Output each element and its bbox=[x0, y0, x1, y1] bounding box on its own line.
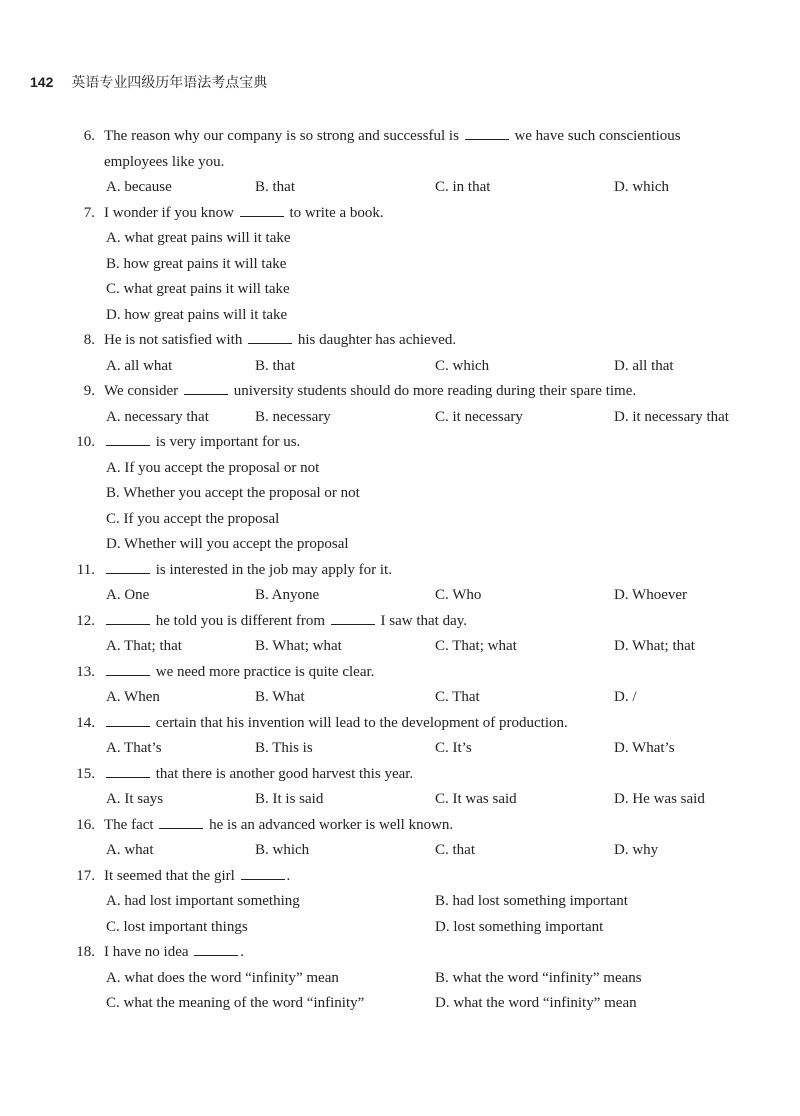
question-item bbox=[0, 762, 800, 813]
answer-blank bbox=[241, 867, 285, 880]
question-stem bbox=[104, 558, 392, 584]
answer-blank bbox=[106, 561, 150, 574]
question-stem-line bbox=[0, 430, 800, 456]
question-stem bbox=[104, 864, 290, 890]
stem-text: employees like you. bbox=[104, 153, 225, 170]
options-row bbox=[0, 991, 800, 1017]
answer-option: A. what does the word “infinity” mean bbox=[106, 969, 339, 986]
options-row bbox=[0, 226, 800, 252]
question-stem bbox=[104, 711, 568, 737]
options-row bbox=[0, 303, 800, 329]
stem-text: I saw that day. bbox=[376, 612, 468, 629]
question-item bbox=[0, 328, 800, 379]
question-stem bbox=[104, 328, 456, 354]
answer-option: D. lost something important bbox=[435, 918, 604, 935]
question-number: 15. bbox=[76, 765, 95, 782]
question-number: 12. bbox=[76, 612, 95, 629]
answer-option: D. how great pains will it take bbox=[106, 306, 288, 323]
answer-option: D. / bbox=[614, 689, 637, 705]
question-number: 14. bbox=[76, 714, 95, 731]
question-item bbox=[0, 864, 800, 941]
question-item bbox=[0, 813, 800, 864]
options-row bbox=[0, 507, 800, 533]
question-number: 9. bbox=[83, 383, 95, 399]
question-number: 7. bbox=[83, 204, 95, 221]
question-stem-line bbox=[0, 864, 800, 890]
answer-option: B. Whether you accept the proposal or not bbox=[106, 485, 360, 501]
question-number: 18. bbox=[76, 944, 95, 960]
stem-text: We consider bbox=[104, 383, 182, 399]
options-row bbox=[0, 787, 800, 813]
question-stem bbox=[104, 660, 374, 686]
page-number: 142 bbox=[30, 74, 54, 90]
stem-text: his daughter has achieved. bbox=[294, 332, 457, 348]
options-row bbox=[0, 175, 800, 201]
options-row bbox=[0, 481, 800, 507]
answer-option: C. what great pains it will take bbox=[106, 281, 290, 297]
stem-text: The fact bbox=[104, 816, 158, 833]
question-number: 10. bbox=[76, 434, 95, 450]
stem-text: university students should do more reading during their spare time. bbox=[229, 383, 637, 399]
question-item bbox=[0, 558, 800, 609]
question-stem-line bbox=[0, 660, 800, 686]
question-stem bbox=[104, 813, 453, 839]
page-header bbox=[30, 72, 267, 92]
answer-blank bbox=[331, 612, 375, 625]
answer-option: C. That bbox=[435, 689, 480, 705]
answer-blank bbox=[106, 663, 150, 676]
answer-blank bbox=[184, 382, 228, 395]
answer-option: A. It says bbox=[106, 791, 164, 807]
question-item bbox=[0, 430, 800, 558]
answer-option: A. When bbox=[106, 689, 160, 705]
options-row bbox=[0, 277, 800, 303]
question-stem bbox=[104, 124, 681, 150]
stem-text: is very important for us. bbox=[152, 434, 301, 450]
answer-option: C. what the meaning of the word “infinity” bbox=[106, 995, 365, 1011]
answer-option: D. Whoever bbox=[614, 587, 688, 603]
question-stem-line bbox=[0, 150, 800, 176]
question-stem bbox=[104, 609, 467, 635]
stem-text: he told you is different from bbox=[152, 612, 329, 629]
stem-text: . bbox=[286, 867, 291, 884]
answer-option: B. had lost something important bbox=[435, 893, 628, 909]
answer-option: B. Anyone bbox=[255, 587, 320, 603]
question-number: 6. bbox=[83, 128, 95, 144]
answer-option: A. what great pains will it take bbox=[106, 230, 291, 246]
answer-option: A. had lost important something bbox=[106, 893, 300, 909]
question-stem-line bbox=[0, 609, 800, 635]
question-stem-line bbox=[0, 762, 800, 788]
question-stem-line bbox=[0, 124, 800, 150]
question-stem-line bbox=[0, 201, 800, 227]
options-row bbox=[0, 736, 800, 762]
question-stem bbox=[104, 379, 636, 405]
answer-option: A. all what bbox=[106, 357, 173, 374]
answer-option: C. which bbox=[435, 357, 490, 374]
answer-option: C. If you accept the proposal bbox=[106, 510, 280, 527]
answer-option: C. It’s bbox=[435, 740, 472, 756]
answer-option: B. What; what bbox=[255, 638, 342, 654]
options-row bbox=[0, 838, 800, 864]
answer-option: D. what the word “infinity” mean bbox=[435, 995, 637, 1011]
question-item bbox=[0, 609, 800, 660]
answer-option: B. that bbox=[255, 179, 295, 195]
answer-option: C. in that bbox=[435, 179, 491, 195]
stem-text: certain that his invention will lead to the development of production. bbox=[152, 714, 568, 731]
answer-option: A. That; that bbox=[106, 638, 182, 654]
answer-option: D. which bbox=[614, 179, 669, 195]
stem-text: is interested in the job may apply for it. bbox=[152, 561, 392, 578]
stem-text: It seemed that the girl bbox=[104, 867, 239, 884]
answer-option: C. That; what bbox=[435, 638, 517, 654]
answer-blank bbox=[106, 433, 150, 446]
question-number: 17. bbox=[76, 867, 95, 884]
question-item bbox=[0, 124, 800, 201]
question-stem-line bbox=[0, 711, 800, 737]
answer-option: D. What’s bbox=[614, 740, 675, 756]
stem-text: I have no idea bbox=[104, 944, 193, 960]
question-list bbox=[0, 124, 800, 1017]
options-row bbox=[0, 966, 800, 992]
answer-option: A. because bbox=[106, 179, 172, 195]
question-item bbox=[0, 660, 800, 711]
question-stem-line bbox=[0, 379, 800, 405]
question-number: 16. bbox=[76, 816, 95, 833]
answer-option: D. What; that bbox=[614, 638, 695, 654]
answer-option: C. It was said bbox=[435, 791, 517, 807]
answer-option: A. necessary that bbox=[106, 408, 209, 425]
answer-option: B. what the word “infinity” means bbox=[435, 969, 642, 986]
answer-option: B. This is bbox=[255, 740, 313, 756]
question-stem-line bbox=[0, 940, 800, 966]
options-row bbox=[0, 634, 800, 660]
question-stem bbox=[104, 940, 244, 966]
answer-option: C. Who bbox=[435, 587, 482, 603]
question-number: 11. bbox=[76, 561, 95, 578]
answer-option: D. it necessary that bbox=[614, 408, 729, 425]
question-stem bbox=[104, 150, 224, 176]
options-row bbox=[0, 685, 800, 711]
stem-text: to write a book. bbox=[285, 204, 384, 221]
question-stem-line bbox=[0, 813, 800, 839]
question-item bbox=[0, 711, 800, 762]
answer-option: C. that bbox=[435, 842, 475, 858]
question-item bbox=[0, 379, 800, 430]
options-row bbox=[0, 915, 800, 941]
answer-option: A. That’s bbox=[106, 740, 162, 756]
answer-option: A. One bbox=[106, 587, 150, 603]
book-title: 英语专业四级历年语法考点宝典 bbox=[71, 74, 268, 90]
question-stem-line bbox=[0, 558, 800, 584]
question-stem bbox=[104, 430, 300, 456]
answer-option: B. necessary bbox=[255, 408, 331, 425]
answer-option: D. Whether will you accept the proposal bbox=[106, 536, 349, 552]
options-row bbox=[0, 456, 800, 482]
stem-text: The reason why our company is so strong and successful is bbox=[104, 128, 463, 144]
stem-text: we have such conscientious bbox=[510, 128, 681, 144]
answer-option: A. If you accept the proposal or not bbox=[106, 459, 320, 476]
answer-blank bbox=[106, 612, 150, 625]
question-stem bbox=[104, 762, 413, 788]
answer-blank bbox=[248, 331, 292, 344]
answer-option: B. which bbox=[255, 842, 310, 858]
question-number: 8. bbox=[83, 332, 95, 348]
answer-option: B. that bbox=[255, 357, 295, 374]
answer-option: D. all that bbox=[614, 357, 674, 374]
answer-blank bbox=[106, 765, 150, 778]
question-number: 13. bbox=[76, 663, 95, 680]
answer-option: A. what bbox=[106, 842, 154, 858]
answer-blank bbox=[194, 943, 238, 956]
stem-text: . bbox=[240, 944, 245, 960]
answer-blank bbox=[106, 714, 150, 727]
options-row bbox=[0, 583, 800, 609]
stem-text: that there is another good harvest this year. bbox=[152, 765, 414, 782]
answer-blank bbox=[240, 204, 284, 217]
question-stem-line bbox=[0, 328, 800, 354]
options-row bbox=[0, 889, 800, 915]
answer-blank bbox=[465, 127, 509, 140]
options-row bbox=[0, 405, 800, 431]
question-item bbox=[0, 940, 800, 1017]
answer-option: B. It is said bbox=[255, 791, 324, 807]
options-row bbox=[0, 252, 800, 278]
stem-text: He is not satisfied with bbox=[104, 332, 247, 348]
stem-text: we need more practice is quite clear. bbox=[152, 663, 375, 680]
stem-text: I wonder if you know bbox=[104, 204, 238, 221]
answer-option: B. What bbox=[255, 689, 305, 705]
answer-option: D. He was said bbox=[614, 791, 705, 807]
stem-text: he is an advanced worker is well known. bbox=[205, 816, 454, 833]
answer-blank bbox=[159, 816, 203, 829]
answer-option: D. why bbox=[614, 842, 659, 858]
answer-option: B. how great pains it will take bbox=[106, 255, 287, 272]
options-row bbox=[0, 532, 800, 558]
options-row bbox=[0, 354, 800, 380]
answer-option: C. lost important things bbox=[106, 918, 248, 935]
question-stem bbox=[104, 201, 384, 227]
question-item bbox=[0, 201, 800, 329]
answer-option: C. it necessary bbox=[435, 408, 523, 425]
